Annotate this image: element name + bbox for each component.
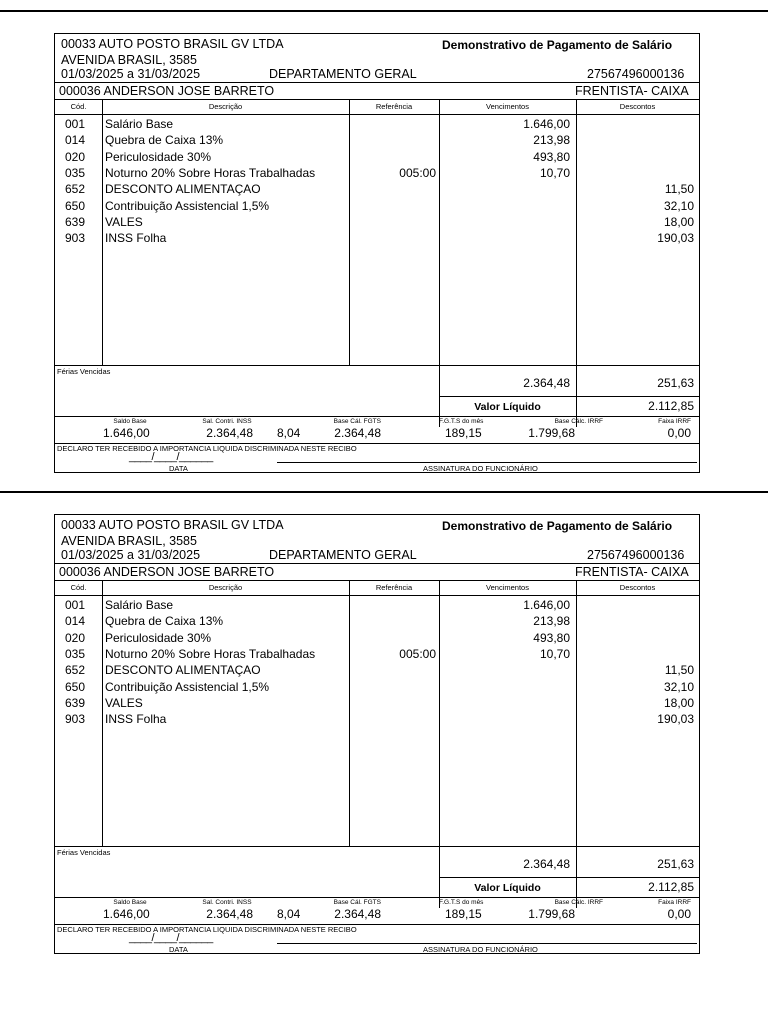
table-row	[55, 613, 701, 629]
department: DEPARTAMENTO GERAL	[269, 548, 417, 562]
totals-divider	[439, 877, 699, 878]
col-header-referencia: Referência	[375, 583, 413, 592]
header-divider	[55, 82, 699, 83]
contri-inss-value: 2.364,48	[206, 426, 253, 440]
col-header-vencimentos: Vencimentos	[486, 583, 529, 592]
signature-line	[277, 462, 697, 463]
col-header-cod: Cód.	[70, 102, 87, 111]
company-address: AVENIDA BRASIL, 3585	[61, 53, 197, 67]
ferias-label: Férias Vencidas	[57, 367, 111, 376]
cell-descricao: Salário Base	[105, 117, 174, 131]
fgts-base-value: 2.364,48	[334, 426, 381, 440]
body-bottom-divider	[55, 846, 699, 847]
bases-top-divider	[55, 897, 699, 898]
fgts-mes-label: F.G.T.S do mês	[439, 899, 484, 906]
inss-rate: 8,04	[277, 907, 301, 921]
inss-rate: 8,04	[277, 426, 301, 440]
net-pay-value: 2.112,85	[648, 399, 694, 413]
cell-descricao: Quebra de Caixa 13%	[105, 133, 224, 148]
company-address: AVENIDA BRASIL, 3585	[61, 534, 197, 548]
cell-vencimentos: 10,70	[539, 165, 570, 180]
employee-divider	[55, 99, 699, 100]
declaration-text: DECLARO TER RECEBIDO A IMPORTANCIA LIQUIDA DISCRIMINADA NESTE RECIBO	[57, 444, 357, 453]
pay-period: 01/03/2025 a 31/03/2025	[61, 548, 201, 562]
table-row	[55, 679, 701, 695]
date-blank: ____/____/______	[129, 932, 213, 944]
cell-cod: 903	[65, 712, 86, 727]
total-vencimentos: 2.364,48	[523, 857, 570, 871]
cell-cod: 650	[65, 198, 86, 213]
net-pay-value: 2.112,85	[648, 880, 694, 894]
department: DEPARTAMENTO GERAL	[269, 67, 417, 81]
employee-divider	[55, 580, 699, 581]
irrf-base-label: Base Cálc. IRRF	[554, 899, 603, 906]
cell-descricao: Contribuição Assistencial 1,5%	[105, 679, 270, 694]
table-row	[55, 630, 701, 646]
col-header-divider	[55, 114, 699, 115]
fgts-mes-value: 189,15	[445, 426, 482, 440]
cell-cod: 001	[65, 598, 86, 612]
cell-descricao: Periculosidade 30%	[105, 630, 212, 645]
cell-descontos: 190,03	[657, 231, 694, 246]
fgts-base-value: 2.364,48	[334, 907, 381, 921]
irrf-faixa-value: 0,00	[667, 907, 691, 921]
fgts-base-label: Base Cál. FGTS	[333, 899, 381, 906]
total-descontos: 251,63	[657, 857, 694, 871]
table-row	[55, 149, 701, 165]
irrf-base-value: 1.799,68	[528, 907, 575, 921]
ferias-label: Férias Vencidas	[57, 848, 111, 857]
cell-cod: 639	[65, 214, 86, 229]
cell-descricao: INSS Folha	[105, 712, 167, 727]
irrf-faixa-label: Faixa IRRF	[658, 418, 691, 425]
cell-descricao: Periculosidade 30%	[105, 149, 212, 164]
irrf-base-value: 1.799,68	[528, 426, 575, 440]
date-label: DATA	[169, 945, 188, 954]
table-row	[55, 165, 701, 181]
cell-cod: 035	[65, 165, 86, 180]
cell-cod: 652	[65, 182, 86, 197]
fgts-mes-label: F.G.T.S do mês	[439, 418, 484, 425]
cell-cod: 903	[65, 231, 86, 246]
col-header-referencia: Referência	[375, 102, 413, 111]
cell-cod: 014	[65, 614, 86, 629]
company-name: 00033 AUTO POSTO BRASIL GV LTDA	[61, 37, 284, 51]
col-header-cod: Cód.	[70, 583, 87, 592]
company-cnpj: 27567496000136	[587, 67, 685, 81]
cell-descricao: VALES	[105, 695, 143, 710]
table-row	[55, 662, 701, 678]
cell-descricao: DESCONTO ALIMENTAÇAO	[105, 182, 261, 197]
company-name: 00033 AUTO POSTO BRASIL GV LTDA	[61, 518, 284, 532]
payslip-1	[54, 33, 700, 473]
header-divider	[55, 563, 699, 564]
employee-name: 000036 ANDERSON JOSE BARRETO	[59, 565, 275, 579]
cell-cod: 001	[65, 117, 86, 131]
table-row	[55, 132, 701, 148]
body-bottom-divider	[55, 365, 699, 366]
cut-line-top	[0, 10, 768, 12]
date-label: DATA	[169, 464, 188, 473]
cut-line-middle	[0, 491, 768, 493]
cell-descontos: 18,00	[663, 214, 694, 229]
table-row	[55, 646, 701, 662]
signature-line	[277, 943, 697, 944]
irrf-base-label: Base Cálc. IRRF	[554, 418, 603, 425]
cell-descricao: Noturno 20% Sobre Horas Trabalhadas	[105, 165, 316, 180]
col-header-divider	[55, 595, 699, 596]
total-vencimentos: 2.364,48	[523, 376, 570, 390]
saldo-base-label: Saldo Base	[113, 899, 147, 906]
table-row	[55, 198, 701, 214]
cell-descricao: Noturno 20% Sobre Horas Trabalhadas	[105, 646, 316, 661]
irrf-faixa-label: Faixa IRRF	[658, 899, 691, 906]
employee-role: FRENTISTA- CAIXA	[575, 565, 689, 579]
cell-vencimentos: 1.646,00	[523, 598, 570, 612]
col-header-descontos: Descontos	[619, 102, 656, 111]
cell-descontos: 11,50	[664, 663, 694, 678]
signature-label: ASSINATURA DO FUNCIONÁRIO	[423, 945, 538, 954]
cell-descontos: 32,10	[663, 679, 694, 694]
cell-descricao: Contribuição Assistencial 1,5%	[105, 198, 270, 213]
table-row	[55, 711, 701, 727]
table-row	[55, 230, 701, 246]
table-row	[55, 695, 701, 711]
declaration-text: DECLARO TER RECEBIDO A IMPORTANCIA LIQUIDA DISCRIMINADA NESTE RECIBO	[57, 925, 357, 934]
cell-cod: 020	[65, 149, 86, 164]
cell-descontos: 18,00	[663, 695, 694, 710]
total-descontos: 251,63	[657, 376, 694, 390]
totals-divider	[439, 396, 699, 397]
table-row	[55, 214, 701, 230]
irrf-faixa-value: 0,00	[667, 426, 691, 440]
table-row	[55, 181, 701, 197]
cell-vencimentos: 493,80	[533, 149, 570, 164]
cell-cod: 639	[65, 695, 86, 710]
net-pay-label: Valor Líquido	[474, 882, 541, 894]
cell-cod: 035	[65, 646, 86, 661]
cell-descontos: 11,50	[664, 182, 694, 197]
cell-descricao: VALES	[105, 214, 143, 229]
cell-descontos: 32,10	[663, 198, 694, 213]
cell-vencimentos: 493,80	[533, 630, 570, 645]
cell-vencimentos: 1.646,00	[523, 117, 570, 131]
cell-descricao: DESCONTO ALIMENTAÇAO	[105, 663, 261, 678]
col-header-descricao: Descrição	[208, 583, 243, 592]
payslip-2	[54, 514, 700, 954]
cell-descricao: INSS Folha	[105, 231, 167, 246]
saldo-base-value: 1.646,00	[103, 426, 150, 440]
cell-vencimentos: 10,70	[539, 646, 570, 661]
employee-role: FRENTISTA- CAIXA	[575, 84, 689, 98]
saldo-base-value: 1.646,00	[103, 907, 150, 921]
date-blank: ____/____/______	[129, 451, 213, 463]
fgts-base-label: Base Cál. FGTS	[333, 418, 381, 425]
company-cnpj: 27567496000136	[587, 548, 685, 562]
cell-cod: 650	[65, 679, 86, 694]
contri-inss-value: 2.364,48	[206, 907, 253, 921]
cell-referencia: 005:00	[399, 646, 436, 661]
cell-cod: 020	[65, 630, 86, 645]
fgts-mes-value: 189,15	[445, 907, 482, 921]
bases-top-divider	[55, 416, 699, 417]
table-row	[55, 116, 701, 132]
cell-descricao: Quebra de Caixa 13%	[105, 614, 224, 629]
employee-name: 000036 ANDERSON JOSE BARRETO	[59, 84, 275, 98]
cell-descricao: Salário Base	[105, 598, 174, 612]
cell-cod: 652	[65, 663, 86, 678]
cell-vencimentos: 213,98	[533, 614, 570, 629]
contri-inss-label: Sal. Contri. INSS	[202, 899, 252, 906]
net-pay-label: Valor Líquido	[474, 401, 541, 413]
table-row	[55, 597, 701, 613]
document-title: Demonstrativo de Pagamento de Salário	[442, 38, 673, 52]
contri-inss-label: Sal. Contri. INSS	[202, 418, 252, 425]
saldo-base-label: Saldo Base	[113, 418, 147, 425]
cell-referencia: 005:00	[399, 165, 436, 180]
document-title: Demonstrativo de Pagamento de Salário	[442, 519, 673, 533]
cell-descontos: 190,03	[657, 712, 694, 727]
col-header-descricao: Descrição	[208, 102, 243, 111]
signature-label: ASSINATURA DO FUNCIONÁRIO	[423, 464, 538, 473]
col-header-vencimentos: Vencimentos	[486, 102, 529, 111]
cell-cod: 014	[65, 133, 86, 148]
pay-period: 01/03/2025 a 31/03/2025	[61, 67, 201, 81]
cell-vencimentos: 213,98	[533, 133, 570, 148]
col-header-descontos: Descontos	[619, 583, 656, 592]
